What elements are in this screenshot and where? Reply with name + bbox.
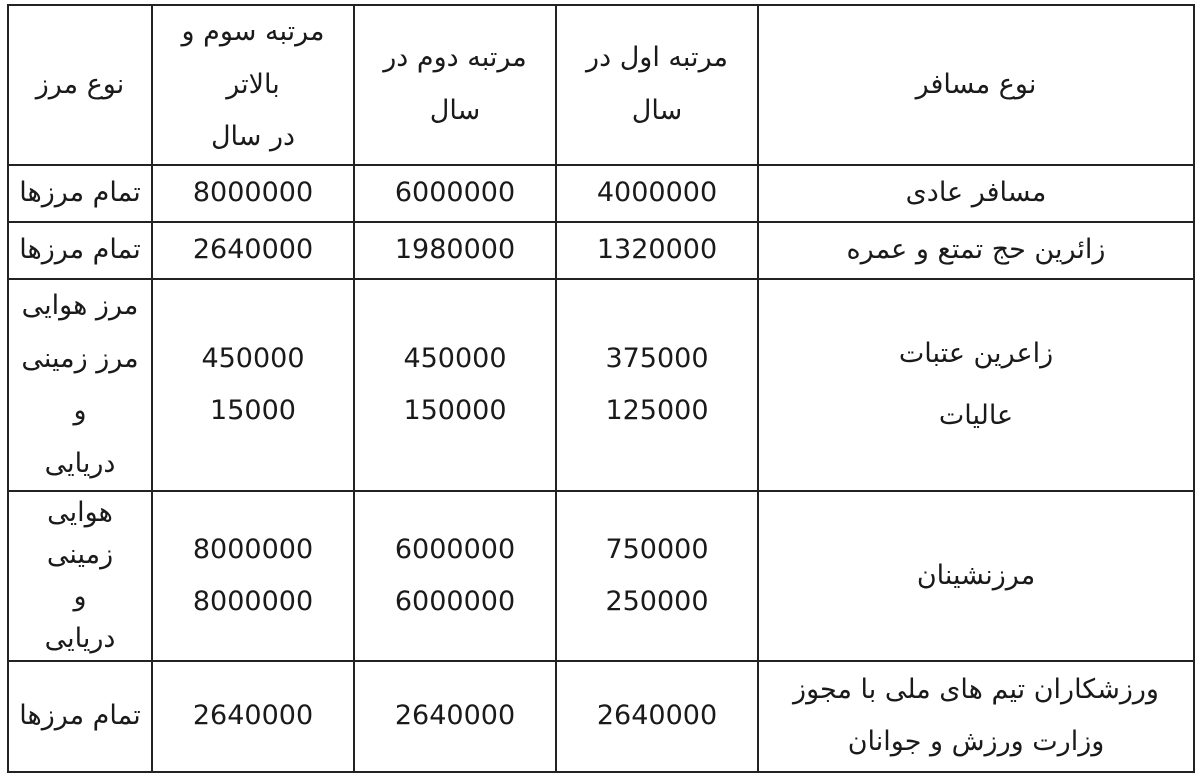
table-row [8, 491, 1194, 660]
cell-passenger-line-2: وزارت ورزش و جوانان [847, 726, 1105, 758]
cell-border: تمام مرزها [8, 222, 152, 279]
cell-border-line-1: مرز هوایی [21, 289, 139, 321]
cell-passenger-line-1: ورزشکاران تیم های ملی با مجوز [793, 673, 1159, 705]
cell-second-rank [354, 279, 556, 492]
cell-first-rank [556, 279, 758, 492]
table-row [8, 279, 1194, 492]
cell-passenger [758, 279, 1194, 492]
cell-first-rank [556, 491, 758, 660]
cell-border-line-4: دریایی [44, 623, 116, 655]
cell-second-rank [354, 491, 556, 660]
cell-border: تمام مرزها [8, 661, 152, 772]
table-row [8, 661, 1194, 772]
header-second-rank-line-1: مرتبه دوم در [383, 42, 527, 74]
header-second-rank [354, 5, 556, 165]
cell-first-rank: 2640000 [556, 661, 758, 772]
cell-border: تمام مرزها [8, 165, 152, 222]
cell-first-rank: 1320000 [556, 222, 758, 279]
cell-passenger: مرزنشینان [758, 491, 1194, 660]
header-passenger-type: نوع مسافر [758, 5, 1194, 165]
cell-third-rank [152, 491, 354, 660]
cell-second-rank-land-sea: 6000000 [394, 586, 516, 618]
cell-third-rank: 2640000 [152, 661, 354, 772]
cell-first-rank-land-sea: 125000 [605, 395, 709, 427]
header-first-rank-line-2: سال [631, 94, 683, 126]
cell-border-line-3: و [73, 581, 87, 613]
cell-border-line-2: مرز زمینی و [21, 342, 139, 427]
cell-third-rank-land-sea: 15000 [210, 395, 296, 427]
exit-fee-table [7, 4, 1195, 773]
table-row [8, 222, 1194, 279]
cell-third-rank-air: 450000 [201, 342, 305, 374]
header-row [8, 5, 1194, 165]
header-third-rank [152, 5, 354, 165]
cell-second-rank-air: 450000 [403, 342, 507, 374]
cell-second-rank: 1980000 [354, 222, 556, 279]
cell-third-rank-land-sea: 8000000 [192, 586, 314, 618]
cell-border [8, 279, 152, 492]
cell-first-rank-land-sea: 250000 [605, 586, 709, 618]
cell-border-line-3: دریایی [44, 447, 116, 479]
cell-border-line-1: هوایی [47, 497, 113, 529]
cell-second-rank: 6000000 [354, 165, 556, 222]
cell-third-rank: 8000000 [152, 165, 354, 222]
cell-third-rank [152, 279, 354, 492]
header-third-rank-line-2: در سال [210, 121, 296, 153]
header-second-rank-line-2: سال [429, 94, 481, 126]
cell-third-rank-air: 8000000 [192, 533, 314, 565]
cell-passenger-line-2: عالیات [938, 400, 1014, 432]
cell-passenger-line-1: زاعرین عتبات [898, 337, 1054, 369]
cell-passenger: زائرین حج تمتع و عمره [758, 222, 1194, 279]
cell-first-rank-air: 750000 [605, 533, 709, 565]
cell-second-rank-air: 6000000 [394, 533, 516, 565]
cell-second-rank-land-sea: 150000 [403, 395, 507, 427]
cell-border-line-2: زمینی [46, 539, 114, 571]
header-first-rank-line-1: مرتبه اول در [586, 42, 728, 74]
cell-first-rank-air: 375000 [605, 342, 709, 374]
cell-passenger [758, 661, 1194, 772]
header-border-type: نوع مرز [8, 5, 152, 165]
cell-passenger: مسافر عادی [758, 165, 1194, 222]
header-first-rank [556, 5, 758, 165]
cell-second-rank: 2640000 [354, 661, 556, 772]
cell-border [8, 491, 152, 660]
cell-first-rank: 4000000 [556, 165, 758, 222]
cell-third-rank: 2640000 [152, 222, 354, 279]
header-third-rank-line-1: مرتبه سوم و بالاتر [181, 16, 325, 100]
table-row [8, 165, 1194, 222]
